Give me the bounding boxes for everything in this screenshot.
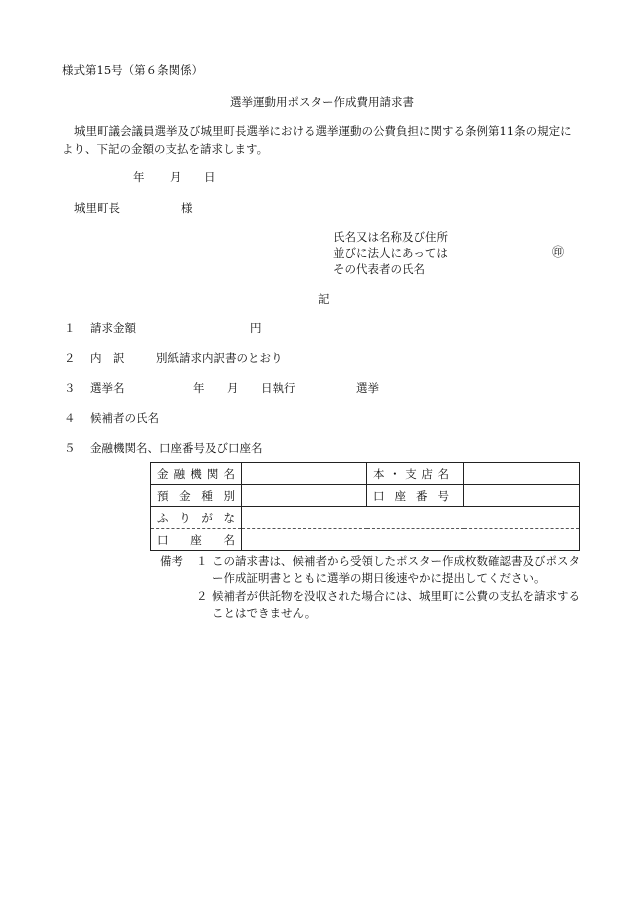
document-title: 選挙運動用ポスター作成費用請求書 (230, 95, 414, 109)
account-number-field[interactable] (464, 485, 580, 507)
account-name-field[interactable] (242, 529, 580, 551)
furigana-label: ふりがな (151, 507, 242, 529)
item-4-label: 候補者の氏名 (90, 411, 159, 425)
applicant-line-2: 並びに法人にあっては (333, 246, 448, 260)
table-row (151, 485, 580, 507)
note-2-text: 候補者が供託物を没収された場合には、城里町に公費の支払を請求することはできません。 (212, 588, 580, 620)
item-3-number: ３ (64, 381, 76, 395)
furigana-field[interactable] (242, 507, 580, 529)
institution-field[interactable] (242, 463, 367, 485)
note-1 (160, 553, 585, 588)
notes-heading: 備考 (160, 554, 183, 568)
table-row (151, 463, 580, 485)
item-5-label: 金融機関名、口座番号及び口座名 (90, 441, 263, 455)
bank-account-table (150, 462, 580, 551)
account-name-label: 口座名 (151, 529, 242, 551)
item-1-number: １ (64, 321, 76, 335)
table-row (151, 529, 580, 551)
note-2 (160, 588, 585, 623)
note-1-number: １ (196, 554, 208, 568)
addressee-name: 城里町長 (74, 201, 120, 215)
body-paragraph (62, 123, 582, 159)
notes-section (160, 553, 585, 622)
seal-mark: ㊞ (552, 245, 565, 259)
deposit-type-label: 預金種別 (151, 485, 242, 507)
account-number-label: 口座番号 (367, 485, 464, 507)
applicant-line-3: その代表者の氏名 (333, 262, 425, 276)
date-year: 年 (133, 170, 145, 184)
date-day: 日 (204, 170, 216, 184)
item-2-value: 別紙請求内訳書のとおり (156, 351, 283, 365)
item-5-number: ５ (64, 441, 76, 455)
item-2-number: ２ (64, 351, 76, 365)
note-2-number: ２ (196, 588, 208, 603)
deposit-type-field[interactable] (242, 485, 367, 507)
branch-field[interactable] (464, 463, 580, 485)
institution-label: 金融機関名 (151, 463, 242, 485)
item-4-number: ４ (64, 411, 76, 425)
body-text: 城里町議会議員選挙及び城里町長選挙における選挙運動の公費負担に関する条例第11条の規定により、下記の金額の支払を請求します。 (62, 124, 572, 156)
applicant-line-1: 氏名又は名称及び住所 (333, 230, 448, 244)
item-3-year: 年 (193, 381, 205, 395)
form-number: 様式第15号（第６条関係） (62, 63, 204, 77)
item-1-label: 請求金額 (90, 321, 136, 335)
table-row (151, 507, 580, 529)
addressee-honorific: 様 (181, 201, 193, 215)
item-2-label: 内 訳 (90, 351, 125, 365)
item-3-election: 選挙 (356, 381, 379, 395)
item-1-unit: 円 (250, 321, 262, 335)
ki-heading: 記 (318, 292, 330, 306)
branch-label: 本・支店名 (367, 463, 464, 485)
item-3-label: 選挙名 (90, 381, 125, 395)
item-3-date-suffix: 日執行 (261, 381, 296, 395)
note-1-text: この請求書は、候補者から受領したポスター作成枚数確認書及びポスター作成証明書とともに選挙の期日後速やかに提出してください。 (212, 554, 580, 586)
date-month: 月 (170, 170, 182, 184)
item-3-month: 月 (227, 381, 239, 395)
